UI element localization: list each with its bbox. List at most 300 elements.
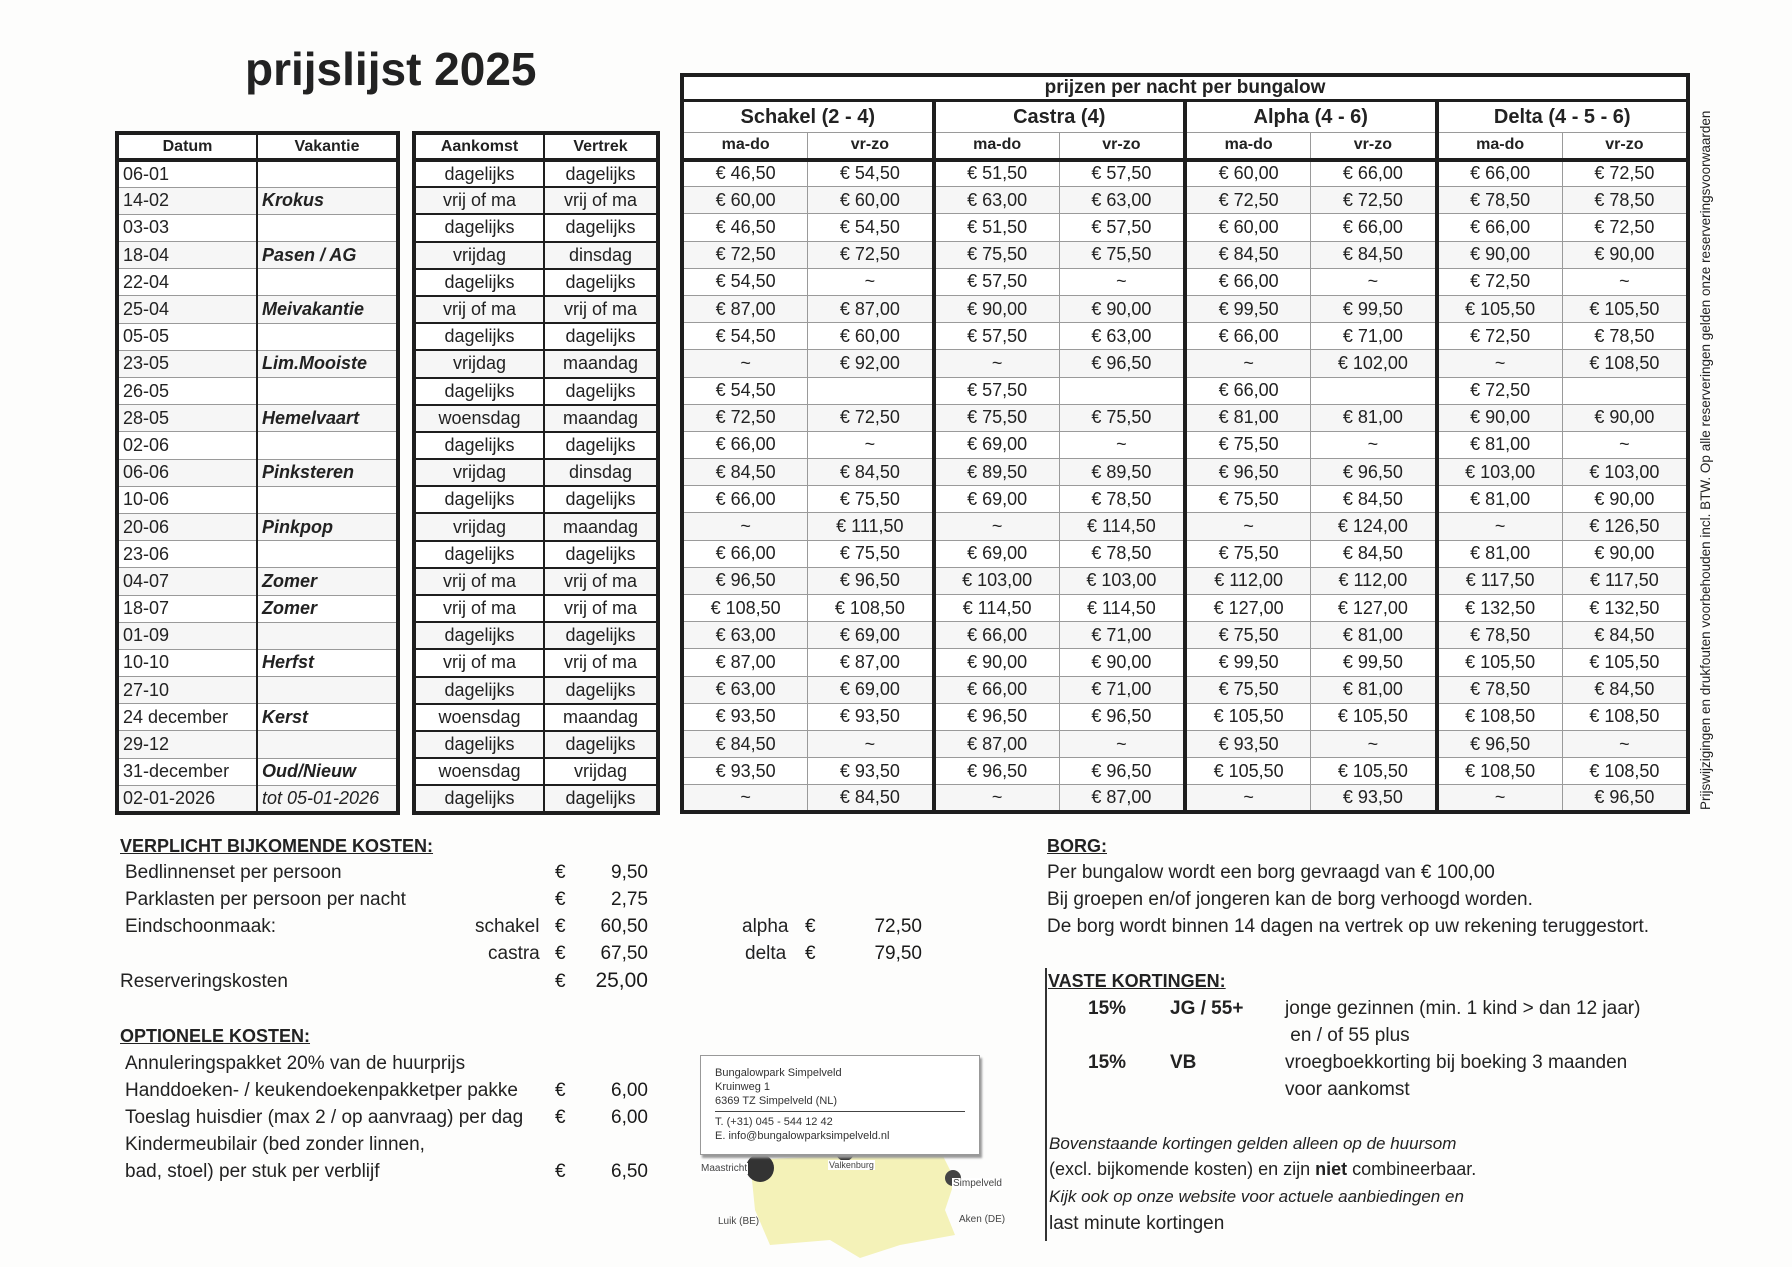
price-cell: € 72,50 <box>1562 160 1688 187</box>
price-cell: € 78,50 <box>1437 622 1563 649</box>
table-row <box>414 323 658 350</box>
table-row <box>117 704 398 731</box>
currency-symbol: € <box>555 889 566 910</box>
price-cell: € 99,50 <box>1185 649 1311 676</box>
price-cell: € 69,00 <box>934 540 1060 567</box>
aankomst-cell: vrij of ma <box>414 187 544 214</box>
discount-pct: 15% <box>1088 1052 1127 1073</box>
vakantie-cell <box>257 378 398 405</box>
price-cell: € 90,00 <box>1059 649 1185 676</box>
price-cell: € 84,50 <box>808 459 934 486</box>
price-cell: € 66,00 <box>1185 268 1311 295</box>
price-cell: € 81,00 <box>1311 622 1437 649</box>
price-cell: € 105,50 <box>1185 703 1311 730</box>
price-cell: € 60,00 <box>1185 160 1311 187</box>
price-cell: ~ <box>1311 431 1437 458</box>
datum-cell: 06-01 <box>117 160 257 187</box>
price-cell: € 84,50 <box>1311 241 1437 268</box>
vakantie-cell <box>257 731 398 758</box>
vertrek-cell: maandag <box>544 405 658 432</box>
price-cell: € 54,50 <box>682 377 808 404</box>
datum-cell: 24 december <box>117 704 257 731</box>
group-castra: Castra (4) <box>934 101 1186 133</box>
price-cell: € 84,50 <box>808 785 934 812</box>
price-cell: € 108,50 <box>1562 350 1688 377</box>
aankomst-cell: dagelijks <box>414 785 544 812</box>
subheader-vr-zo: vr-zo <box>1562 133 1688 160</box>
price-cell: € 72,50 <box>1437 323 1563 350</box>
table-row <box>117 568 398 595</box>
aankomst-cell: dagelijks <box>414 622 544 649</box>
vertrek-cell: maandag <box>544 350 658 377</box>
price-cell: € 99,50 <box>1311 295 1437 322</box>
table-row <box>682 622 1688 649</box>
subheader-ma-do: ma-do <box>1185 133 1311 160</box>
table-row <box>682 241 1688 268</box>
datum-cell: 29-12 <box>117 731 257 758</box>
aankomst-cell: vrij of ma <box>414 649 544 676</box>
price-cell: € 84,50 <box>1185 241 1311 268</box>
datum-cell: 02-06 <box>117 432 257 459</box>
price-cell: € 117,50 <box>1562 567 1688 594</box>
aankomst-cell: vrij of ma <box>414 568 544 595</box>
price-cell: ~ <box>1437 785 1563 812</box>
price-cell: ~ <box>682 350 808 377</box>
website-note: Kijk ook op onze website voor actuele aanbiedingen en <box>1049 1187 1464 1206</box>
price-cell: ~ <box>934 785 1060 812</box>
datum-cell: 03-03 <box>117 214 257 241</box>
price-cell: € 87,00 <box>808 295 934 322</box>
datum-cell: 31-december <box>117 758 257 785</box>
price-cell: € 93,50 <box>808 703 934 730</box>
kinder-line1: Kindermeubilair (bed zonder linnen, <box>125 1134 425 1155</box>
price-cell: € 90,00 <box>1437 241 1563 268</box>
table-row <box>414 432 658 459</box>
price-cell: € 75,50 <box>1185 622 1311 649</box>
schakel-amount: 60,50 <box>600 916 648 937</box>
aankomst-cell: vrij of ma <box>414 296 544 323</box>
price-cell: € 57,50 <box>934 377 1060 404</box>
vertrek-cell: dinsdag <box>544 459 658 486</box>
vertrek-cell: maandag <box>544 513 658 540</box>
vakantie-cell: Oud/Nieuw <box>257 758 398 785</box>
aankomst-cell: dagelijks <box>414 378 544 405</box>
vertrek-cell: vrij of ma <box>544 296 658 323</box>
price-cell: € 72,50 <box>1311 187 1437 214</box>
datum-cell: 18-07 <box>117 595 257 622</box>
price-cell: € 75,50 <box>934 241 1060 268</box>
table-row <box>682 785 1688 812</box>
price-cell: € 99,50 <box>1185 295 1311 322</box>
price-cell: € 126,50 <box>1562 513 1688 540</box>
price-cell: € 63,00 <box>1059 323 1185 350</box>
price-cell: € 84,50 <box>1562 676 1688 703</box>
price-cell: € 60,00 <box>682 187 808 214</box>
map-label-simpelveld: Simpelveld <box>953 1178 1002 1189</box>
price-cell: € 87,00 <box>1059 785 1185 812</box>
price-cell: € 105,50 <box>1311 703 1437 730</box>
price-cell: € 60,00 <box>808 323 934 350</box>
table-row <box>414 459 658 486</box>
table-row <box>414 269 658 296</box>
price-cell: € 93,50 <box>682 703 808 730</box>
price-cell: € 81,00 <box>1437 486 1563 513</box>
price-cell: € 72,50 <box>682 404 808 431</box>
price-cell: € 66,00 <box>682 486 808 513</box>
dates-table <box>115 131 400 815</box>
datum-cell: 23-05 <box>117 350 257 377</box>
price-cell: € 92,00 <box>808 350 934 377</box>
divider <box>715 1111 965 1112</box>
table-row <box>414 160 658 187</box>
price-cell: € 78,50 <box>1437 676 1563 703</box>
price-cell: ~ <box>682 785 808 812</box>
reservering-label: Reserveringskosten <box>120 971 288 992</box>
price-cell: € 105,50 <box>1185 758 1311 785</box>
discount-desc: vroegboekkorting bij boeking 3 maanden <box>1285 1052 1628 1073</box>
price-cell: € 72,50 <box>1437 377 1563 404</box>
discount-pct: 15% <box>1088 998 1127 1019</box>
price-cell: ~ <box>1059 431 1185 458</box>
price-cell: € 103,00 <box>934 567 1060 594</box>
price-cell: € 78,50 <box>1437 187 1563 214</box>
huisdier-label: Toeslag huisdier (max 2 / op aanvraag) per dag <box>125 1107 524 1128</box>
vertrek-cell: vrij of ma <box>544 595 658 622</box>
mandatory-costs-title: VERPLICHT BIJKOMENDE KOSTEN: <box>120 836 434 856</box>
kinder-label: bad, stoel) per stuk per verblijf <box>125 1161 380 1182</box>
currency-symbol: € <box>555 916 566 937</box>
price-cell: € 60,00 <box>1185 214 1311 241</box>
aankomst-cell: dagelijks <box>414 677 544 704</box>
price-cell: € 96,50 <box>1059 350 1185 377</box>
price-cell: € 66,00 <box>1437 214 1563 241</box>
price-cell: € 96,50 <box>1437 730 1563 757</box>
subheader-vr-zo: vr-zo <box>1059 133 1185 160</box>
datum-cell: 06-06 <box>117 459 257 486</box>
price-cell: € 96,50 <box>1562 785 1688 812</box>
vertrek-cell: dagelijks <box>544 214 658 241</box>
table-row <box>414 731 658 758</box>
aankomst-cell: dagelijks <box>414 214 544 241</box>
price-cell: € 90,00 <box>1437 404 1563 431</box>
table-row <box>682 160 1688 187</box>
price-cell: € 84,50 <box>682 730 808 757</box>
aankomst-cell: dagelijks <box>414 486 544 513</box>
vertrek-cell: vrij of ma <box>544 187 658 214</box>
price-cell: € 127,00 <box>1311 595 1437 622</box>
price-cell: € 96,50 <box>934 703 1060 730</box>
price-cell: ~ <box>1437 350 1563 377</box>
currency-symbol: € <box>555 1107 566 1128</box>
price-cell: € 112,00 <box>1311 567 1437 594</box>
price-cell: € 103,00 <box>1562 459 1688 486</box>
price-cell: € 132,50 <box>1437 595 1563 622</box>
vakantie-cell <box>257 323 398 350</box>
price-cell: ~ <box>1437 513 1563 540</box>
last-minute-note: last minute kortingen <box>1049 1213 1225 1234</box>
discount-desc: voor aankomst <box>1285 1079 1410 1100</box>
vakantie-cell <box>257 486 398 513</box>
table-row <box>117 269 398 296</box>
table-row <box>682 459 1688 486</box>
datum-cell: 20-06 <box>117 513 257 540</box>
table-row <box>682 595 1688 622</box>
park-email[interactable]: E. info@bungalowparksimpelveld.nl <box>715 1130 890 1142</box>
vertrek-cell: dagelijks <box>544 785 658 812</box>
price-cell: € 75,50 <box>1185 431 1311 458</box>
price-cell: € 46,50 <box>682 214 808 241</box>
price-cell: € 72,50 <box>808 404 934 431</box>
aankomst-cell: vrijdag <box>414 242 544 269</box>
table-row <box>682 676 1688 703</box>
table-row <box>117 187 398 214</box>
price-cell: € 108,50 <box>682 595 808 622</box>
price-cell: ~ <box>808 431 934 458</box>
vertrek-cell: vrijdag <box>544 758 658 785</box>
table-row <box>682 649 1688 676</box>
vakantie-cell <box>257 269 398 296</box>
reservering-amount: 25,00 <box>595 969 648 992</box>
datum-cell: 10-06 <box>117 486 257 513</box>
price-cell: € 78,50 <box>1059 486 1185 513</box>
borg-line: Bij groepen en/of jongeren kan de borg verhoogd worden. <box>1047 889 1533 910</box>
aankomst-cell: vrijdag <box>414 350 544 377</box>
vakantie-cell: Pasen / AG <box>257 242 398 269</box>
price-cell: € 96,50 <box>1311 459 1437 486</box>
vakantie-cell <box>257 432 398 459</box>
side-disclaimer: Prijswijzigingen en drukfouten voorbehouden incl. BTW. Op alle reserveringen gelden onze reserveringsvoorwaarden <box>1698 110 1713 810</box>
table-row <box>414 513 658 540</box>
price-cell: € 71,00 <box>1059 676 1185 703</box>
price-cell: € 46,50 <box>682 160 808 187</box>
table-row <box>682 214 1688 241</box>
price-cell: € 72,50 <box>682 241 808 268</box>
table-row <box>117 622 398 649</box>
table-row <box>682 703 1688 730</box>
aankomst-cell: dagelijks <box>414 323 544 350</box>
table-row <box>117 649 398 676</box>
price-cell: € 51,50 <box>934 160 1060 187</box>
discount-desc: jonge gezinnen (min. 1 kind > dan 12 jaar) <box>1285 998 1641 1019</box>
price-cell: € 114,50 <box>1059 513 1185 540</box>
price-cell <box>1059 377 1185 404</box>
park-street: Kruinweg 1 <box>715 1081 771 1093</box>
map-label-maastricht: Maastricht <box>701 1163 748 1174</box>
price-cell: ~ <box>682 513 808 540</box>
price-cell: ~ <box>934 513 1060 540</box>
vakantie-cell <box>257 541 398 568</box>
price-cell: € 60,00 <box>808 187 934 214</box>
price-cell: ~ <box>1059 730 1185 757</box>
vakantie-cell <box>257 622 398 649</box>
table-row <box>414 187 658 214</box>
vakantie-cell: Zomer <box>257 595 398 622</box>
price-cell: € 103,00 <box>1059 567 1185 594</box>
datum-cell: 05-05 <box>117 323 257 350</box>
table-row <box>414 296 658 323</box>
price-cell: € 69,00 <box>808 622 934 649</box>
table-row <box>117 432 398 459</box>
vakantie-cell <box>257 677 398 704</box>
table-row <box>682 758 1688 785</box>
map-label-luik: Luik (BE) <box>718 1216 760 1227</box>
price-cell: € 78,50 <box>1562 187 1688 214</box>
map-label-aken: Aken (DE) <box>959 1214 1006 1225</box>
castra-label: castra <box>488 943 540 964</box>
vertrek-cell: dagelijks <box>544 486 658 513</box>
datum-cell: 28-05 <box>117 405 257 432</box>
price-cell: € 84,50 <box>1562 622 1688 649</box>
price-cell: € 75,50 <box>1185 540 1311 567</box>
price-cell: € 108,50 <box>1562 758 1688 785</box>
price-cell: € 84,50 <box>1311 540 1437 567</box>
vertrek-cell: dagelijks <box>544 160 658 187</box>
price-cell: € 81,00 <box>1437 540 1563 567</box>
price-cell: € 90,00 <box>1562 540 1688 567</box>
price-cell: € 96,50 <box>808 567 934 594</box>
vakantie-cell: Krokus <box>257 187 398 214</box>
price-cell <box>808 377 934 404</box>
discount-code: VB <box>1170 1052 1197 1073</box>
price-cell: € 71,00 <box>1311 323 1437 350</box>
price-cell <box>1562 377 1688 404</box>
table-row <box>682 540 1688 567</box>
table-row <box>117 323 398 350</box>
col-header-aankomst: Aankomst <box>414 133 544 160</box>
price-cell: € 72,50 <box>1437 268 1563 295</box>
price-cell: € 96,50 <box>682 567 808 594</box>
vertical-rule <box>1045 968 1047 1241</box>
table-row <box>414 677 658 704</box>
col-header-vertrek: Vertrek <box>544 133 658 160</box>
price-cell: € 90,00 <box>934 649 1060 676</box>
vertrek-cell: dagelijks <box>544 731 658 758</box>
price-cell: € 75,50 <box>1185 486 1311 513</box>
price-cell: € 81,00 <box>1185 404 1311 431</box>
table-row <box>117 378 398 405</box>
price-cell: € 87,00 <box>934 730 1060 757</box>
price-cell: € 72,50 <box>1562 214 1688 241</box>
price-cell: € 108,50 <box>1437 758 1563 785</box>
handdoeken-label: Handdoeken- / keukendoekenpakketper pakke <box>125 1080 518 1101</box>
price-cell: € 66,00 <box>1437 160 1563 187</box>
vakantie-cell: Kerst <box>257 704 398 731</box>
borg-line: Per bungalow wordt een borg gevraagd van € 100,00 <box>1047 862 1495 883</box>
vertrek-cell: vrij of ma <box>544 649 658 676</box>
price-cell: € 75,50 <box>1185 676 1311 703</box>
delta-amount: 79,50 <box>874 943 922 964</box>
price-cell: € 75,50 <box>808 540 934 567</box>
aankomst-cell: dagelijks <box>414 731 544 758</box>
table-row <box>414 649 658 676</box>
vertrek-cell: dagelijks <box>544 269 658 296</box>
table-row <box>414 378 658 405</box>
aankomst-cell: woensdag <box>414 704 544 731</box>
discount-code: JG / 55+ <box>1170 998 1244 1019</box>
handdoeken-amount: 6,00 <box>611 1080 648 1101</box>
price-cell: € 114,50 <box>1059 595 1185 622</box>
arrival-table <box>412 131 660 815</box>
price-cell: ~ <box>1311 268 1437 295</box>
price-cell: € 90,00 <box>1059 295 1185 322</box>
vakantie-cell: tot 05-01-2026 <box>257 785 398 812</box>
table-row <box>117 459 398 486</box>
price-cell: € 99,50 <box>1311 649 1437 676</box>
group-schakel: Schakel (2 - 4) <box>682 101 934 133</box>
table-row <box>117 677 398 704</box>
aankomst-cell: dagelijks <box>414 160 544 187</box>
price-table <box>680 73 1690 814</box>
price-cell: € 66,00 <box>682 540 808 567</box>
price-cell: € 87,00 <box>682 649 808 676</box>
alpha-label: alpha <box>742 916 789 937</box>
table-row <box>117 758 398 785</box>
price-cell: € 96,50 <box>1059 703 1185 730</box>
price-cell: € 105,50 <box>1562 295 1688 322</box>
price-cell: € 105,50 <box>1437 295 1563 322</box>
table-row <box>117 214 398 241</box>
table-row <box>117 785 398 812</box>
price-cell: € 90,00 <box>1562 404 1688 431</box>
price-cell: € 96,50 <box>1185 459 1311 486</box>
datum-cell: 02-01-2026 <box>117 785 257 812</box>
table-row <box>117 296 398 323</box>
table-row <box>414 595 658 622</box>
table-row <box>117 731 398 758</box>
price-cell: € 108,50 <box>1437 703 1563 730</box>
aankomst-cell: woensdag <box>414 758 544 785</box>
price-cell: € 105,50 <box>1437 649 1563 676</box>
price-cell: € 75,50 <box>934 404 1060 431</box>
price-cell: € 78,50 <box>1562 323 1688 350</box>
price-cell: € 84,50 <box>1311 486 1437 513</box>
price-cell: € 63,00 <box>1059 187 1185 214</box>
datum-cell: 14-02 <box>117 187 257 214</box>
region-map <box>740 1140 970 1260</box>
price-cell: € 63,00 <box>682 676 808 703</box>
vertrek-cell: dagelijks <box>544 677 658 704</box>
table-row <box>414 758 658 785</box>
datum-cell: 25-04 <box>117 296 257 323</box>
price-cell: € 81,00 <box>1311 404 1437 431</box>
discount-note: Bovenstaande kortingen gelden alleen op de huursom <box>1049 1134 1457 1153</box>
price-cell: € 89,50 <box>1059 459 1185 486</box>
table-row <box>117 350 398 377</box>
price-cell: € 81,00 <box>1437 431 1563 458</box>
table-row <box>682 486 1688 513</box>
vertrek-cell: dagelijks <box>544 323 658 350</box>
table-row <box>414 785 658 812</box>
map-label-valkenburg: Valkenburg <box>829 1160 874 1170</box>
currency-symbol: € <box>555 862 566 883</box>
table-row <box>117 513 398 540</box>
aankomst-cell: vrijdag <box>414 513 544 540</box>
vakantie-cell: Zomer <box>257 568 398 595</box>
currency-symbol: € <box>805 943 816 964</box>
currency-symbol: € <box>555 971 566 992</box>
subheader-vr-zo: vr-zo <box>1311 133 1437 160</box>
price-cell: € 63,00 <box>682 622 808 649</box>
price-cell: € 93,50 <box>1185 730 1311 757</box>
bedlinnen-label: Bedlinnenset per persoon <box>125 862 342 883</box>
price-cell: € 103,00 <box>1437 459 1563 486</box>
datum-cell: 01-09 <box>117 622 257 649</box>
table-row <box>117 541 398 568</box>
price-cell: € 96,50 <box>1059 758 1185 785</box>
price-cell: € 78,50 <box>1059 540 1185 567</box>
price-cell: € 102,00 <box>1311 350 1437 377</box>
group-alpha: Alpha (4 - 6) <box>1185 101 1437 133</box>
